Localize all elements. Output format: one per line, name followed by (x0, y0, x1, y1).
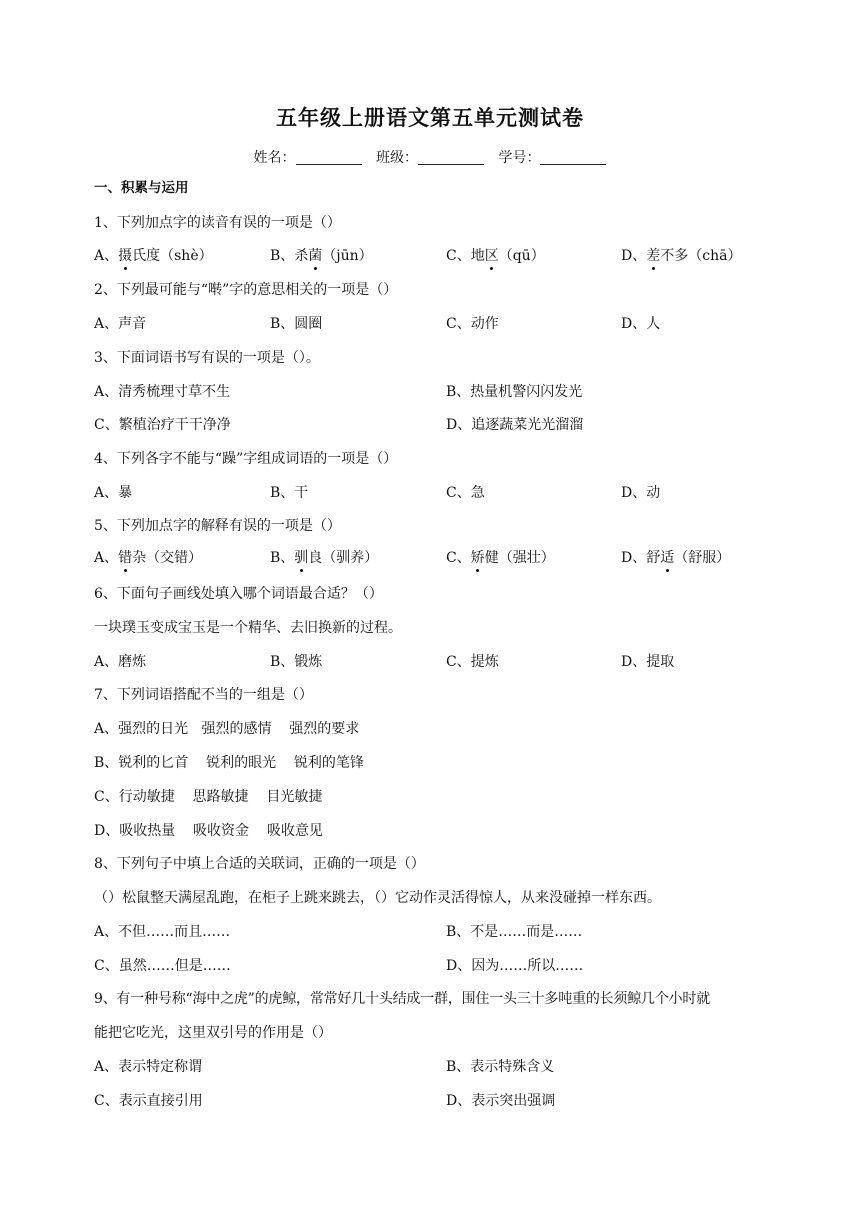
question-6-options (94, 652, 794, 672)
q2-option-d[interactable]: D、人 (621, 316, 661, 332)
q5-option-b[interactable] (270, 548, 378, 568)
q7-option-c[interactable]: C、行动敏捷 思路敏捷 目光敏捷 (94, 789, 323, 805)
question-8-stem: 8、下列句子中填上合适的关联词，正确的一项是（） (94, 856, 425, 872)
q1-option-c-dotted-char: 区 (484, 248, 499, 264)
q1-option-c-prefix: C、地 (446, 248, 485, 264)
q8-option-d[interactable]: D、因为……所以…… (446, 958, 584, 974)
q5-option-b-suffix: 良（驯养） (308, 550, 379, 566)
q1-option-d-dotted-char: 差 (646, 248, 661, 264)
name-label: 姓名： (253, 150, 296, 166)
question-6-stem: 6、下面句子画线处填入哪个词语最合适？（） (94, 586, 383, 602)
question-1-options (94, 246, 794, 266)
question-9-options-row-2 (94, 1091, 794, 1111)
question-5-stem: 5、下列加点字的解释有误的一项是（） (94, 518, 341, 534)
q9-option-d[interactable]: D、表示突出强调 (446, 1093, 556, 1109)
q5-option-d-suffix: （舒服） (674, 550, 731, 566)
q1-option-a-suffix: 氏度（shè） (132, 248, 213, 264)
q3-option-b[interactable]: B、热量机警闪闪发光 (446, 384, 583, 400)
q4-option-a[interactable]: A、暴 (94, 485, 133, 501)
q1-option-c[interactable] (446, 246, 545, 266)
question-2-stem: 2、下列最可能与“啭”字的意思相关的一项是（） (94, 282, 398, 298)
q7-option-d[interactable]: D、吸收热量 吸收资金 吸收意见 (94, 823, 323, 839)
q3-option-a[interactable]: A、清秀梳理寸草不生 (94, 384, 231, 400)
question-8-options-row-2 (94, 956, 794, 976)
q5-option-c-suffix: 健（强壮） (484, 550, 555, 566)
question-4-stem: 4、下列各字不能与“躁”字组成词语的一项是（） (94, 451, 398, 467)
q5-option-c[interactable] (446, 548, 555, 568)
q5-option-a-dotted-char: 错 (118, 550, 133, 566)
q3-option-c[interactable]: C、繁植治疗干干净净 (94, 417, 231, 433)
q1-option-b[interactable] (270, 246, 373, 266)
q1-option-d[interactable] (621, 246, 741, 266)
question-1-stem: 1、下列加点字的读音有误的一项是（） (94, 215, 341, 231)
q4-option-d[interactable]: D、动 (621, 485, 661, 501)
q8-option-a[interactable]: A、不但……而且…… (94, 924, 231, 940)
q5-option-d-dotted-char: 适 (660, 550, 675, 566)
q2-option-c[interactable]: C、动作 (446, 316, 499, 332)
id-label: 学号： (498, 150, 541, 166)
q5-option-d-prefix: D、舒 (621, 550, 661, 566)
q1-option-c-suffix: （qū） (498, 248, 545, 264)
q5-option-a-suffix: 杂（交错） (132, 550, 203, 566)
q1-option-a-dotted-char: 摄 (118, 248, 133, 264)
q4-option-b[interactable]: B、干 (270, 485, 309, 501)
id-blank[interactable] (540, 149, 606, 165)
q5-option-c-dotted-char: 矫 (470, 550, 485, 566)
q8-option-c[interactable]: C、虽然……但是…… (94, 958, 231, 974)
q2-option-b[interactable]: B、圆圈 (270, 316, 323, 332)
student-info (0, 147, 860, 167)
q8-option-b[interactable]: B、不是……而是…… (446, 924, 583, 940)
q6-option-a[interactable]: A、磨炼 (94, 654, 147, 670)
question-9-stem-line-2: 能把它吃光，这里双引号的作用是（） (94, 1025, 332, 1041)
page-title: 五年级上册语文第五单元测试卷 (276, 105, 584, 130)
name-blank[interactable] (296, 149, 362, 165)
q1-option-b-prefix: B、杀 (270, 248, 309, 264)
q5-option-c-prefix: C、 (446, 550, 471, 566)
q6-option-c[interactable]: C、提炼 (446, 654, 499, 670)
q1-option-a-prefix: A、 (94, 248, 119, 264)
question-7-stem: 7、下列词语搭配不当的一组是（） (94, 687, 313, 703)
q9-option-b[interactable]: B、表示特殊含义 (446, 1059, 555, 1075)
q1-option-d-suffix: 不多（chā） (660, 248, 742, 264)
question-6-sentence: 一块璞玉变成宝玉是一个精华、去旧换新的过程。 (94, 620, 402, 636)
q1-option-b-dotted-char: 菌 (308, 248, 323, 264)
q6-option-d[interactable]: D、提取 (621, 654, 675, 670)
q5-option-d[interactable] (621, 548, 730, 568)
question-9-stem-line-1: 9、有一种号称“海中之虎”的虎鲸，常常好几十头结成一群，围住一头三十多吨重的长须鲸几个小时就 (94, 991, 711, 1007)
question-8-options-row-1 (94, 922, 794, 942)
q5-option-a[interactable] (94, 548, 202, 568)
question-3-options-row-1 (94, 382, 794, 402)
question-4-options (94, 483, 794, 503)
q6-option-b[interactable]: B、锻炼 (270, 654, 323, 670)
q5-option-a-prefix: A、 (94, 550, 119, 566)
question-8-sentence: （）松鼠整天满屋乱跑，在柜子上跳来跳去，（）它动作灵活得惊人，从来没碰掉一样东西。 (94, 890, 661, 906)
section-heading: 一、积累与运用 (94, 180, 189, 196)
q9-option-c[interactable]: C、表示直接引用 (94, 1093, 203, 1109)
q5-option-b-prefix: B、 (270, 550, 295, 566)
q1-option-d-prefix: D、 (621, 248, 647, 264)
class-blank[interactable] (418, 149, 484, 165)
question-2-options (94, 314, 794, 334)
q2-option-a[interactable]: A、声音 (94, 316, 147, 332)
question-3-stem: 3、下面词语书写有误的一项是（）。 (94, 350, 320, 366)
q1-option-a[interactable] (94, 246, 213, 266)
question-5-options (94, 548, 794, 568)
question-3-options-row-2 (94, 415, 794, 435)
q7-option-a[interactable]: A、强烈的日光 强烈的感情 强烈的要求 (94, 721, 360, 737)
q1-option-b-suffix: （jūn） (322, 248, 373, 264)
q3-option-d[interactable]: D、追逐蔬菜光光溜溜 (446, 417, 584, 433)
question-9-options-row-1 (94, 1057, 794, 1077)
class-label: 班级： (376, 150, 418, 166)
q9-option-a[interactable]: A、表示特定称谓 (94, 1059, 203, 1075)
q5-option-b-dotted-char: 驯 (294, 550, 309, 566)
q4-option-c[interactable]: C、急 (446, 485, 485, 501)
q7-option-b[interactable]: B、锐利的匕首 锐利的眼光 锐利的笔锋 (94, 755, 364, 771)
